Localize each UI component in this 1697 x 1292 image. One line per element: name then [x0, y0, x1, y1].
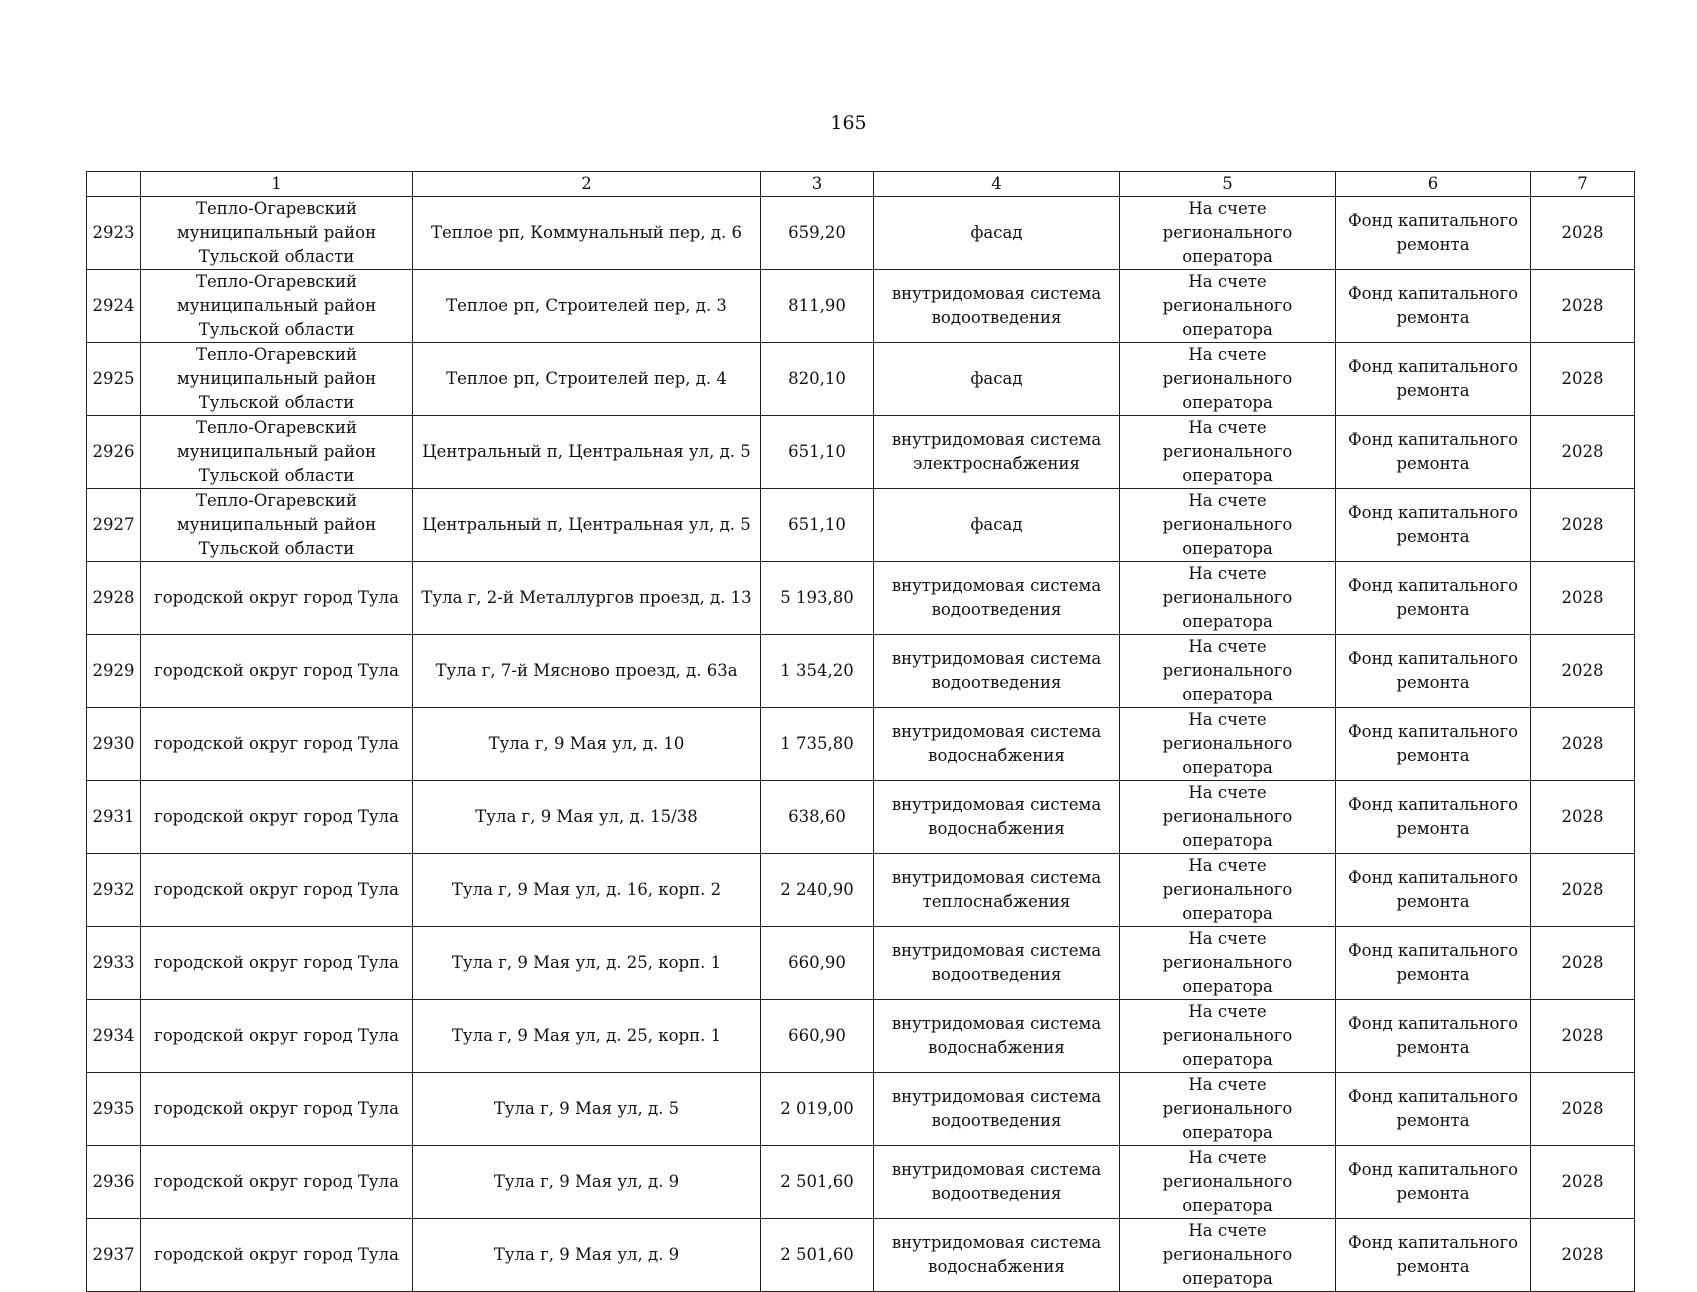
table-row: [87, 343, 1635, 416]
municipality-cell: городской округ город Тула: [141, 927, 413, 1000]
area-cell: 659,20: [761, 197, 874, 270]
municipality-cell: Тепло-Огаревский муниципальный район Тульской области: [141, 197, 413, 270]
table-row: [87, 489, 1635, 562]
account-cell: На счете регионального оператора: [1120, 708, 1336, 781]
area-cell: 1 735,80: [761, 708, 874, 781]
repair-element-cell: внутридомовая система водоснабжения: [874, 781, 1120, 854]
area-cell: 2 501,60: [761, 1146, 874, 1219]
table-row: [87, 1000, 1635, 1073]
address-cell: Тула г, 9 Мая ул, д. 25, корп. 1: [413, 1000, 761, 1073]
address-cell: Тула г, 9 Мая ул, д. 10: [413, 708, 761, 781]
account-cell: На счете регионального оператора: [1120, 343, 1336, 416]
column-header: 5: [1120, 172, 1336, 197]
table-row: [87, 1073, 1635, 1146]
row-number-cell: 2928: [87, 562, 141, 635]
repair-element-cell: внутридомовая система теплоснабжения: [874, 854, 1120, 927]
account-cell: На счете регионального оператора: [1120, 197, 1336, 270]
table-row: [87, 1219, 1635, 1292]
area-cell: 1 354,20: [761, 635, 874, 708]
account-cell: На счете регионального оператора: [1120, 489, 1336, 562]
funding-source-cell: Фонд капитального ремонта: [1336, 635, 1531, 708]
account-cell: На счете регионального оператора: [1120, 854, 1336, 927]
funding-source-cell: Фонд капитального ремонта: [1336, 1219, 1531, 1292]
repair-element-cell: внутридомовая система водоотведения: [874, 635, 1120, 708]
municipality-cell: городской округ город Тула: [141, 1000, 413, 1073]
row-number-cell: 2935: [87, 1073, 141, 1146]
repair-element-cell: внутридомовая система водоотведения: [874, 270, 1120, 343]
year-cell: 2028: [1531, 781, 1635, 854]
row-number-cell: 2930: [87, 708, 141, 781]
table-row: [87, 635, 1635, 708]
account-cell: На счете регионального оператора: [1120, 1219, 1336, 1292]
repair-registry-table: [86, 171, 1635, 1292]
address-cell: Тула г, 9 Мая ул, д. 25, корп. 1: [413, 927, 761, 1000]
column-header: [87, 172, 141, 197]
year-cell: 2028: [1531, 197, 1635, 270]
year-cell: 2028: [1531, 1000, 1635, 1073]
year-cell: 2028: [1531, 1073, 1635, 1146]
repair-element-cell: внутридомовая система водоотведения: [874, 1146, 1120, 1219]
address-cell: Тула г, 9 Мая ул, д. 9: [413, 1219, 761, 1292]
row-number-cell: 2925: [87, 343, 141, 416]
year-cell: 2028: [1531, 489, 1635, 562]
column-header: 1: [141, 172, 413, 197]
column-header: 4: [874, 172, 1120, 197]
account-cell: На счете регионального оператора: [1120, 270, 1336, 343]
table-row: [87, 781, 1635, 854]
column-header: 3: [761, 172, 874, 197]
row-number-cell: 2937: [87, 1219, 141, 1292]
year-cell: 2028: [1531, 927, 1635, 1000]
funding-source-cell: Фонд капитального ремонта: [1336, 854, 1531, 927]
page-number: 165: [830, 112, 867, 134]
table-row: [87, 197, 1635, 270]
address-cell: Тула г, 7-й Мясново проезд, д. 63а: [413, 635, 761, 708]
year-cell: 2028: [1531, 416, 1635, 489]
row-number-cell: 2923: [87, 197, 141, 270]
municipality-cell: городской округ город Тула: [141, 1146, 413, 1219]
account-cell: На счете регионального оператора: [1120, 927, 1336, 1000]
table-row: [87, 270, 1635, 343]
year-cell: 2028: [1531, 343, 1635, 416]
year-cell: 2028: [1531, 1219, 1635, 1292]
year-cell: 2028: [1531, 562, 1635, 635]
row-number-cell: 2934: [87, 1000, 141, 1073]
table-row: [87, 854, 1635, 927]
table-row: [87, 927, 1635, 1000]
area-cell: 660,90: [761, 927, 874, 1000]
year-cell: 2028: [1531, 635, 1635, 708]
row-number-cell: 2927: [87, 489, 141, 562]
municipality-cell: Тепло-Огаревский муниципальный район Тульской области: [141, 489, 413, 562]
repair-element-cell: внутридомовая система электроснабжения: [874, 416, 1120, 489]
funding-source-cell: Фонд капитального ремонта: [1336, 343, 1531, 416]
area-cell: 820,10: [761, 343, 874, 416]
area-cell: 2 019,00: [761, 1073, 874, 1146]
area-cell: 651,10: [761, 416, 874, 489]
funding-source-cell: Фонд капитального ремонта: [1336, 927, 1531, 1000]
repair-element-cell: фасад: [874, 197, 1120, 270]
year-cell: 2028: [1531, 854, 1635, 927]
funding-source-cell: Фонд капитального ремонта: [1336, 562, 1531, 635]
account-cell: На счете регионального оператора: [1120, 781, 1336, 854]
table-row: [87, 708, 1635, 781]
repair-element-cell: внутридомовая система водоснабжения: [874, 1219, 1120, 1292]
column-header: 7: [1531, 172, 1635, 197]
row-number-cell: 2931: [87, 781, 141, 854]
table-row: [87, 562, 1635, 635]
municipality-cell: Тепло-Огаревский муниципальный район Тульской области: [141, 416, 413, 489]
municipality-cell: городской округ город Тула: [141, 562, 413, 635]
repair-element-cell: внутридомовая система водоотведения: [874, 562, 1120, 635]
repair-element-cell: внутридомовая система водоснабжения: [874, 708, 1120, 781]
address-cell: Центральный п, Центральная ул, д. 5: [413, 416, 761, 489]
table-row: [87, 416, 1635, 489]
repair-element-cell: фасад: [874, 489, 1120, 562]
area-cell: 811,90: [761, 270, 874, 343]
account-cell: На счете регионального оператора: [1120, 635, 1336, 708]
municipality-cell: городской округ город Тула: [141, 781, 413, 854]
account-cell: На счете регионального оператора: [1120, 1000, 1336, 1073]
repair-element-cell: внутридомовая система водоотведения: [874, 1073, 1120, 1146]
row-number-cell: 2936: [87, 1146, 141, 1219]
column-header: 2: [413, 172, 761, 197]
address-cell: Тула г, 9 Мая ул, д. 16, корп. 2: [413, 854, 761, 927]
municipality-cell: городской округ город Тула: [141, 708, 413, 781]
address-cell: Теплое рп, Строителей пер, д. 4: [413, 343, 761, 416]
area-cell: 2 240,90: [761, 854, 874, 927]
area-cell: 5 193,80: [761, 562, 874, 635]
account-cell: На счете регионального оператора: [1120, 1073, 1336, 1146]
address-cell: Тула г, 9 Мая ул, д. 15/38: [413, 781, 761, 854]
funding-source-cell: Фонд капитального ремонта: [1336, 416, 1531, 489]
table-row: [87, 1146, 1635, 1219]
repair-element-cell: фасад: [874, 343, 1120, 416]
table-header-row: [87, 172, 1635, 197]
municipality-cell: городской округ город Тула: [141, 1073, 413, 1146]
funding-source-cell: Фонд капитального ремонта: [1336, 1146, 1531, 1219]
row-number-cell: 2926: [87, 416, 141, 489]
area-cell: 638,60: [761, 781, 874, 854]
municipality-cell: Тепло-Огаревский муниципальный район Тульской области: [141, 343, 413, 416]
funding-source-cell: Фонд капитального ремонта: [1336, 781, 1531, 854]
address-cell: Центральный п, Центральная ул, д. 5: [413, 489, 761, 562]
funding-source-cell: Фонд капитального ремонта: [1336, 197, 1531, 270]
address-cell: Тула г, 2-й Металлургов проезд, д. 13: [413, 562, 761, 635]
area-cell: 651,10: [761, 489, 874, 562]
row-number-cell: 2929: [87, 635, 141, 708]
funding-source-cell: Фонд капитального ремонта: [1336, 708, 1531, 781]
funding-source-cell: Фонд капитального ремонта: [1336, 1000, 1531, 1073]
municipality-cell: городской округ город Тула: [141, 635, 413, 708]
address-cell: Теплое рп, Коммунальный пер, д. 6: [413, 197, 761, 270]
row-number-cell: 2933: [87, 927, 141, 1000]
repair-element-cell: внутридомовая система водоотведения: [874, 927, 1120, 1000]
area-cell: 660,90: [761, 1000, 874, 1073]
row-number-cell: 2924: [87, 270, 141, 343]
repair-element-cell: внутридомовая система водоснабжения: [874, 1000, 1120, 1073]
account-cell: На счете регионального оператора: [1120, 416, 1336, 489]
year-cell: 2028: [1531, 270, 1635, 343]
column-header: 6: [1336, 172, 1531, 197]
row-number-cell: 2932: [87, 854, 141, 927]
year-cell: 2028: [1531, 1146, 1635, 1219]
address-cell: Тула г, 9 Мая ул, д. 5: [413, 1073, 761, 1146]
municipality-cell: городской округ город Тула: [141, 1219, 413, 1292]
municipality-cell: городской округ город Тула: [141, 854, 413, 927]
funding-source-cell: Фонд капитального ремонта: [1336, 270, 1531, 343]
address-cell: Тула г, 9 Мая ул, д. 9: [413, 1146, 761, 1219]
area-cell: 2 501,60: [761, 1219, 874, 1292]
account-cell: На счете регионального оператора: [1120, 1146, 1336, 1219]
year-cell: 2028: [1531, 708, 1635, 781]
account-cell: На счете регионального оператора: [1120, 562, 1336, 635]
address-cell: Теплое рп, Строителей пер, д. 3: [413, 270, 761, 343]
funding-source-cell: Фонд капитального ремонта: [1336, 489, 1531, 562]
funding-source-cell: Фонд капитального ремонта: [1336, 1073, 1531, 1146]
municipality-cell: Тепло-Огаревский муниципальный район Тульской области: [141, 270, 413, 343]
